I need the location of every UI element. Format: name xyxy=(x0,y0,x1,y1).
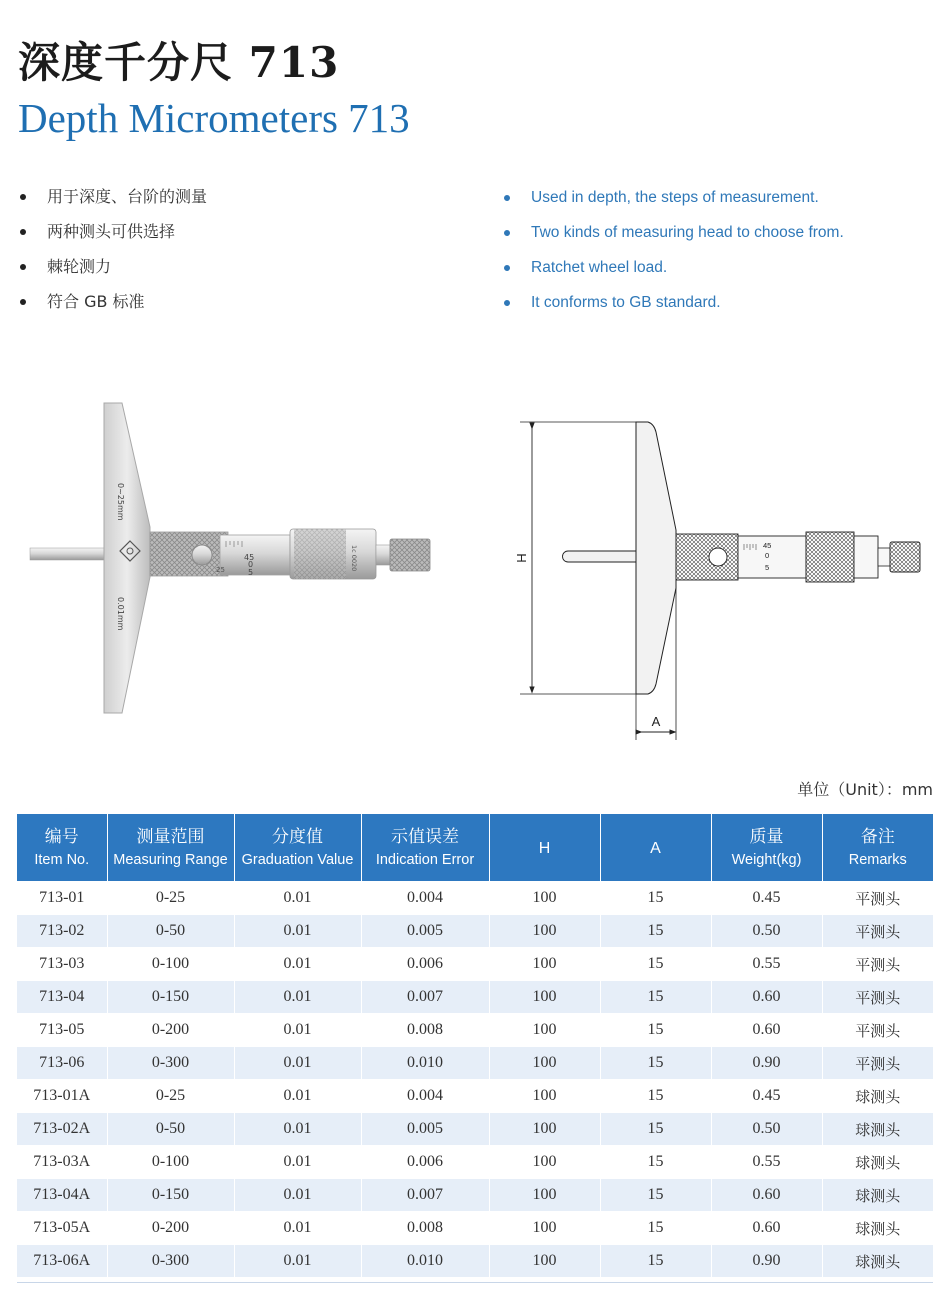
table-row xyxy=(17,1146,933,1179)
table-cell: 0.01 xyxy=(234,1014,361,1047)
table-cell: 713-04 xyxy=(17,981,107,1014)
table-cell: 平测头 xyxy=(822,981,933,1014)
table-cell: 0.01 xyxy=(234,1047,361,1080)
table-cell: 0-50 xyxy=(107,1113,234,1146)
table-cell: 0.01 xyxy=(234,948,361,981)
table-cell: 0-50 xyxy=(107,915,234,948)
table-body xyxy=(17,882,933,1278)
table-row xyxy=(17,1080,933,1113)
table-cell: 0.01 xyxy=(234,915,361,948)
table-cell: 平测头 xyxy=(822,1014,933,1047)
table-cell: 713-06 xyxy=(17,1047,107,1080)
drawing-rod xyxy=(563,551,637,562)
table-cell: 球测头 xyxy=(822,1113,933,1146)
dimension-a-label: A xyxy=(651,714,661,729)
table-cell: 15 xyxy=(600,1212,711,1245)
drawing-thimble-number: 0 xyxy=(765,551,770,560)
table-cell: 球测头 xyxy=(822,1245,933,1278)
table-cell: 15 xyxy=(600,1080,711,1113)
thimble-number: 5 xyxy=(248,568,254,577)
table-cell: 球测头 xyxy=(822,1212,933,1245)
table-row xyxy=(17,1179,933,1212)
table-cell: 0.007 xyxy=(361,1179,489,1212)
table-cell: 0.55 xyxy=(711,1146,822,1179)
table-cell: 0.45 xyxy=(711,1080,822,1113)
feature-item: Used in depth, the steps of measurement. xyxy=(503,186,844,221)
table-cell: 100 xyxy=(489,1146,600,1179)
table-cell: 0.60 xyxy=(711,981,822,1014)
table-row xyxy=(17,1014,933,1047)
table-cell: 713-05 xyxy=(17,1014,107,1047)
spindle-rod xyxy=(30,548,110,560)
thimble-knurl xyxy=(294,529,346,579)
table-cell: 713-04A xyxy=(17,1179,107,1212)
lock-knob xyxy=(192,545,212,565)
table-cell: 15 xyxy=(600,1014,711,1047)
table-cell: 0-25 xyxy=(107,882,234,915)
table-cell: 100 xyxy=(489,1080,600,1113)
table-cell: 713-06A xyxy=(17,1245,107,1278)
col-header-h: H xyxy=(489,814,600,882)
drawing-ratchet-neck xyxy=(878,548,890,566)
drawing-lock-knob xyxy=(709,548,727,566)
table-cell: 0.60 xyxy=(711,1014,822,1047)
table-cell: 0.45 xyxy=(711,882,822,915)
table-cell: 0.01 xyxy=(234,1146,361,1179)
table-cell: 0.90 xyxy=(711,1245,822,1278)
table-cell: 0.008 xyxy=(361,1014,489,1047)
thimble-number: 0 xyxy=(248,560,254,569)
table-cell: 0-25 xyxy=(107,1080,234,1113)
table-cell: 100 xyxy=(489,1179,600,1212)
sleeve xyxy=(220,535,290,575)
page-title-cn: 深度千分尺 713 xyxy=(18,38,340,87)
ratchet-knurl xyxy=(390,539,430,571)
table-cell: 0-200 xyxy=(107,1212,234,1245)
product-photo xyxy=(22,395,442,725)
table-cell: 0.60 xyxy=(711,1179,822,1212)
table-cell: 100 xyxy=(489,1113,600,1146)
feature-item: Two kinds of measuring head to choose from. xyxy=(503,221,844,256)
table-cell: 0.01 xyxy=(234,1080,361,1113)
table-cell: 15 xyxy=(600,882,711,915)
table-cell: 713-01A xyxy=(17,1080,107,1113)
table-cell: 0.60 xyxy=(711,1212,822,1245)
col-header-graduation: 分度值 Graduation Value xyxy=(234,814,361,882)
table-cell: 0-300 xyxy=(107,1047,234,1080)
feature-item: Ratchet wheel load. xyxy=(503,256,844,291)
table-cell: 15 xyxy=(600,1179,711,1212)
base-marking-bottom: 0.01mm xyxy=(116,597,125,631)
technical-drawing xyxy=(508,412,928,742)
table-cell: 球测头 xyxy=(822,1146,933,1179)
table-cell: 713-03A xyxy=(17,1146,107,1179)
unit-note: 单位（Unit）：mm xyxy=(797,780,933,799)
col-header-weight: 质量 Weight(kg) xyxy=(711,814,822,882)
col-header-range: 测量范围 Measuring Range xyxy=(107,814,234,882)
table-cell: 713-03 xyxy=(17,948,107,981)
table-row xyxy=(17,915,933,948)
thimble-number: 45 xyxy=(244,553,255,562)
table-cell: 球测头 xyxy=(822,1179,933,1212)
table-cell: 0.010 xyxy=(361,1047,489,1080)
drawing-base xyxy=(636,422,676,694)
table-cell: 平测头 xyxy=(822,915,933,948)
feature-list-en xyxy=(503,186,844,326)
drawing-thimble-end xyxy=(854,536,878,578)
table-cell: 15 xyxy=(600,1245,711,1278)
table-row xyxy=(17,1212,933,1245)
table-cell: 100 xyxy=(489,882,600,915)
barrel-marking: 1c 0020 xyxy=(350,545,358,572)
table-cell: 0-300 xyxy=(107,1245,234,1278)
table-cell: 球测头 xyxy=(822,1080,933,1113)
table-row xyxy=(17,1113,933,1146)
table-cell: 100 xyxy=(489,915,600,948)
table-cell: 0.01 xyxy=(234,1245,361,1278)
table-cell: 15 xyxy=(600,981,711,1014)
spec-table xyxy=(17,814,933,1277)
sleeve-number: 25 xyxy=(216,566,225,574)
table-cell: 0.004 xyxy=(361,1080,489,1113)
table-cell: 0-150 xyxy=(107,981,234,1014)
feature-item: 符合 GB 标准 xyxy=(19,290,207,325)
table-cell: 100 xyxy=(489,948,600,981)
feature-item: 两种测头可供选择 xyxy=(19,220,207,255)
table-cell: 713-02A xyxy=(17,1113,107,1146)
table-cell: 0.01 xyxy=(234,981,361,1014)
table-cell: 15 xyxy=(600,1047,711,1080)
table-cell: 15 xyxy=(600,915,711,948)
table-cell: 平测头 xyxy=(822,948,933,981)
table-cell: 0-150 xyxy=(107,1179,234,1212)
feature-list-cn xyxy=(19,185,207,325)
drawing-grip xyxy=(676,534,738,580)
page-title-en: Depth Micrometers 713 xyxy=(18,95,410,141)
table-cell: 0.008 xyxy=(361,1212,489,1245)
table-cell: 平测头 xyxy=(822,882,933,915)
drawing-ratchet xyxy=(890,542,920,572)
table-bottom-rule xyxy=(17,1282,933,1283)
table-cell: 0.90 xyxy=(711,1047,822,1080)
col-header-item-no: 编号 Item No. xyxy=(17,814,107,882)
col-header-a: A xyxy=(600,814,711,882)
table-cell: 100 xyxy=(489,981,600,1014)
table-cell: 0.006 xyxy=(361,1146,489,1179)
table-cell: 0.01 xyxy=(234,1179,361,1212)
table-cell: 0.007 xyxy=(361,981,489,1014)
table-row xyxy=(17,948,933,981)
table-cell: 0.01 xyxy=(234,882,361,915)
table-cell: 100 xyxy=(489,1212,600,1245)
drawing-thimble-number: 5 xyxy=(765,563,770,572)
table-row xyxy=(17,882,933,915)
table-cell: 100 xyxy=(489,1245,600,1278)
table-row xyxy=(17,981,933,1014)
table-cell: 0.010 xyxy=(361,1245,489,1278)
table-cell: 0.50 xyxy=(711,1113,822,1146)
table-cell: 0.005 xyxy=(361,1113,489,1146)
table-cell: 713-02 xyxy=(17,915,107,948)
table-cell: 0.006 xyxy=(361,948,489,981)
table-cell: 0.50 xyxy=(711,915,822,948)
table-cell: 100 xyxy=(489,1014,600,1047)
table-cell: 0-100 xyxy=(107,1146,234,1179)
table-cell: 0.01 xyxy=(234,1113,361,1146)
ratchet-neck xyxy=(376,545,390,565)
table-cell: 0-200 xyxy=(107,1014,234,1047)
table-cell: 0.55 xyxy=(711,948,822,981)
dimension-h-label: H xyxy=(514,553,529,563)
table-cell: 15 xyxy=(600,1113,711,1146)
table-cell: 0.004 xyxy=(361,882,489,915)
col-header-remarks: 备注 Remarks xyxy=(822,814,933,882)
table-row xyxy=(17,1047,933,1080)
table-header-row xyxy=(17,814,933,882)
table-cell: 713-01 xyxy=(17,882,107,915)
base-marking-top: 0~25mm xyxy=(116,483,125,521)
table-cell: 713-05A xyxy=(17,1212,107,1245)
drawing-thimble-number: 45 xyxy=(763,541,772,550)
drawing-thimble xyxy=(806,532,854,582)
table-cell: 15 xyxy=(600,948,711,981)
table-cell: 15 xyxy=(600,1146,711,1179)
feature-item: 棘轮测力 xyxy=(19,255,207,290)
table-cell: 0.005 xyxy=(361,915,489,948)
drawing-sleeve xyxy=(738,536,806,578)
table-cell: 平测头 xyxy=(822,1047,933,1080)
feature-item: 用于深度、台阶的测量 xyxy=(19,185,207,220)
table-cell: 100 xyxy=(489,1047,600,1080)
table-row xyxy=(17,1245,933,1278)
table-cell: 0-100 xyxy=(107,948,234,981)
table-cell: 0.01 xyxy=(234,1212,361,1245)
col-header-error: 示值误差 Indication Error xyxy=(361,814,489,882)
feature-item: It conforms to GB standard. xyxy=(503,291,844,326)
